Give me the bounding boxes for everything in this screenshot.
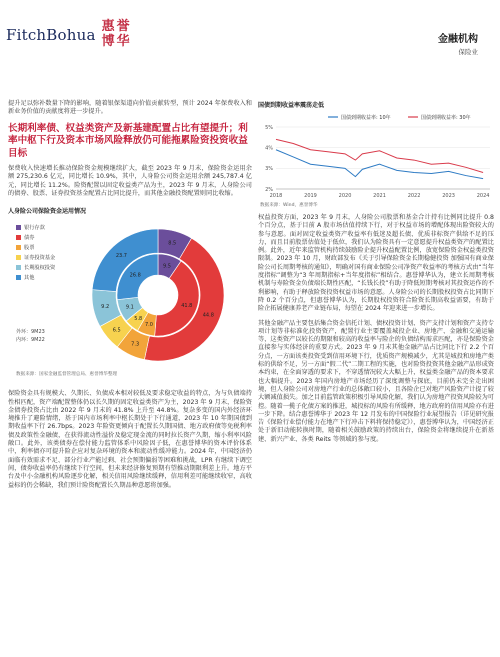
paragraph-allocation: 保费收入快速增长推动保险资金规模继续扩大，截至 2023 年 9 月末，保险资金运用余额 275,230.6 亿元，同比增长 10.9%，其中，人身险公司资金运用余额 245,787.4 亿元，同比增长 11.2%。险资配置以固定收益类产品为主，2023 年 9 月末，人身险公司的债券、股票、证券投资基金配置占比同比提升，而其他金融投资配置则同比收缩。: [8, 165, 252, 197]
line-chart-title: 国债到期收益率震荡走低: [258, 102, 325, 109]
legend-label: 国债到期收益率: 30年: [421, 115, 471, 121]
section-title: 金融机构: [438, 34, 478, 45]
intro-paragraph: 提升足以弥补数量下降的影响，随着银保渠道向价值贡献转型，预计 2024 年保费收入和新业务价值的贡献度将进一步提升。: [8, 100, 252, 116]
left-column: [8, 100, 252, 490]
logo-char-3: 博: [101, 34, 115, 49]
inner-ring-value-label: 26.8: [129, 272, 141, 279]
pie-chart-title: 人身险公司保险资金运用情况: [8, 208, 87, 216]
logo-char-4: 华: [116, 34, 130, 49]
y-tick-label: 3%: [265, 166, 273, 173]
inner-ring-value-label: 7.0: [144, 322, 153, 329]
inner-ring-value-label: 9.5: [162, 263, 171, 270]
fitchbohua-logo: [6, 20, 136, 50]
outer-ring-value-label: 23.7: [115, 253, 127, 260]
legend-label: 股票: [24, 245, 35, 252]
line-chart-block: [258, 100, 494, 210]
x-tick-label: 2019: [304, 193, 317, 199]
paragraph-bonds: 保险资金具有规模大、久期长、负债成本相对较低及要求稳定收益的特点，为与负债端持性相匹配，资产端配置整体仍以长久期的固定收益类资产为主，2023 年 9 月末，保险资金债券投资占比由 2022 年 9 月末的 41.8% 上升至 44.8%。复杂多变的国内外经济环境推升了避险情绪，基于国内市场利率中枢长期处于下行通道，2023 年 10 年期国债到期收益率下行 26.7bps。2023 年险资更倾向于配置长久期国债、地方政府债等免税利率债及政策性金融债，在获得流动性溢价及稳定现金流的同时拉长资产久期，缩小利率风险敞口。此外，该类债券在偿付能力监管体系中风险因子低，在惠誉博华的资本评价体系中，利率债亦可提升险企应对复杂环境的资本和流动性缓冲能力。2024 年，中国经济仍面临有效需求不足、部分行业产能过剩、社会预期偏弱等困难和挑战，LPR 有继续下调空间，债券收益率仍有继续下行空间，但未来经济修复预期有望推动期限利差上升。地方平台及中小金融机构风险逐步化解，相关信用风险继续缓释，信用利差可能继续收窄，高收益标的仍会稀缺，我们预计险资配置长久期品种意愿将加强。: [8, 390, 252, 489]
legend-label: 长期股权投资: [24, 265, 56, 272]
inner-ring-label: 内环：9M22: [16, 337, 45, 344]
section-subtitle: 保险业: [458, 48, 478, 56]
x-tick-label: 2018: [269, 193, 283, 199]
paragraph-equity: 权益投资方面，2023 年 9 月末，人身险公司股票和基金合计持有比例同比提升 0.8 个百分点，基于目前 A 股市场估值持续下行，对于权益市场的增配体现出险资较大的参与意愿。面对固定收益类资产收益率有低迷及超长债、优质非标资产供给不足的压力，而且目前股票估值处于低位，我们认为险资具有一定意愿提升权益类资产的配置比例。此外，近年来监管机构持续鼓励险企提升权益配置比例，放宽保险资金权益类投资限制。2023 年 10 月，财政部发布《关于引导保险资金长期稳健投资 加强国有商业保险公司长周期考核的通知》，明确对国有商业保险公司净资产收益率的考核方式由“当年度指标”调整为“3 年周期指标+当年度指标”相结合。惠誉博华认为，建立长周期考核机制与寿险资金负债端长期性匹配，“长钱长投”有助于降低短期考核对其投资运作的不利影响，有助于释放险资投资权益市场的意愿。人身险公司的长期股权投资占比同期下降 0.2 个百分点，但惠誉博华认为，长期股权投资符合险资长期高收益需要，有助于险企拓展健康养老产业链布局，每望在 2024 年迎来进一步增长。: [258, 214, 494, 313]
outer-ring-value-label: 7.3: [131, 342, 140, 349]
y-tick-label: 2%: [265, 186, 273, 193]
logo-mark: [100, 20, 136, 50]
outer-ring-value-label: 8.5: [168, 240, 177, 247]
legend-swatch: [16, 245, 21, 250]
legend-label: 银行存款: [24, 225, 45, 232]
x-tick-label: 2022: [407, 193, 421, 199]
inner-ring-value-label: 9.1: [125, 304, 134, 311]
right-column: [258, 100, 494, 444]
y-tick-label: 4%: [265, 145, 273, 152]
inner-ring-value-label: 41.8: [181, 303, 193, 310]
logo-char-1: 惠: [101, 19, 115, 34]
line-source-note: 数据来源：Wind，惠誉博华: [260, 203, 318, 208]
logo-text: FitchBohua: [6, 26, 96, 44]
x-tick-label: 2024: [476, 193, 490, 199]
legend-swatch: [16, 235, 21, 240]
legend-swatch: [16, 255, 21, 260]
legend-label: 国债到期收益率: 10年: [341, 115, 391, 121]
series-line-2: [276, 139, 483, 172]
pie-chart-block: [8, 206, 252, 384]
inner-ring-value-label: 5.8: [134, 316, 143, 323]
legend-label: 债券: [24, 235, 35, 242]
outer-ring-label: 外环：9M23: [16, 329, 45, 336]
legend-label: 其他: [24, 275, 35, 282]
legend-swatch: [16, 265, 21, 270]
legend-label: 证券投资基金: [24, 255, 56, 262]
pie-source-note: 数据来源：国家金融监督管理总局、惠誉博华整理: [16, 372, 118, 378]
outer-ring-value-label: 6.5: [112, 327, 121, 334]
logo-char-2: 誉: [116, 19, 130, 34]
outer-ring-value-label: 44.8: [202, 312, 214, 319]
y-tick-label: 5%: [265, 124, 273, 131]
section-heading: 长期利率债、权益类资产及新基建配置占比有望提升；利率中枢下行及资本市场风险释放仍可能拖累险资投资收益目标: [8, 122, 248, 159]
x-tick-label: 2020: [338, 193, 352, 199]
legend-swatch: [16, 225, 21, 230]
donut-chart: [8, 215, 252, 381]
section-header: [438, 30, 478, 56]
yield-line-chart: [258, 109, 494, 209]
paragraph-other-assets: 其他金融产品主要包括集合资金信托计划、债权投资计划、资产支持计划和资产支持专项计划等非标准化投资资产，配置行业主要覆盖城投企业、房地产、金融和交通运输等，这类资产以较长的期限和较高的收益率与险企的负债结构需求匹配，亦是保险资金直接参与实体经济的重要方式。2023 年 9 月末其他金融产品占比同比下行 2.2 个百分点，一方面该类投资受到信用环境下行，优质资产规模减少，尤其是城投和房地产类标的供给不足，另一方面“假二代”二期工程的实施，也对险资投资其他金融产品形成资本约束，在全面穿透的要求下，不穿透情况较大大幅上升，权益类金融产品的资本要求也大幅提升。2023 年国内房地产市场经历了深度调整与探底，目前仍未完全走出困境，但人身险公司对房地产行业的总体敞口较小，且各险企已对地产风险资产计提了较大额减值损失。加之目前监管政策积极引导风险化解，我们认为房地产投资风险较为可控。随着一揽子化债方案的推进，城投标的风险有所缓释，地方政府的信用风险亦有进一步下降。结合惠誉博华于 2023 年 12 月发布的中国保险行业展望报告（详见研究报告《保险行业偿付能力在地产下行冲击下料将保持稳定》），惠誉博华认为，中国经济正处于新旧动能转换时期，随着相关鼓励政策的持续出台，保险资金将继续提升在新基建、新兴产业、各类 Reits 等领域的参与度。: [258, 319, 494, 443]
outer-ring-value-label: 9.2: [101, 304, 110, 311]
legend-swatch: [16, 275, 21, 280]
x-tick-label: 2021: [373, 193, 386, 199]
x-tick-label: 2023: [442, 193, 455, 199]
